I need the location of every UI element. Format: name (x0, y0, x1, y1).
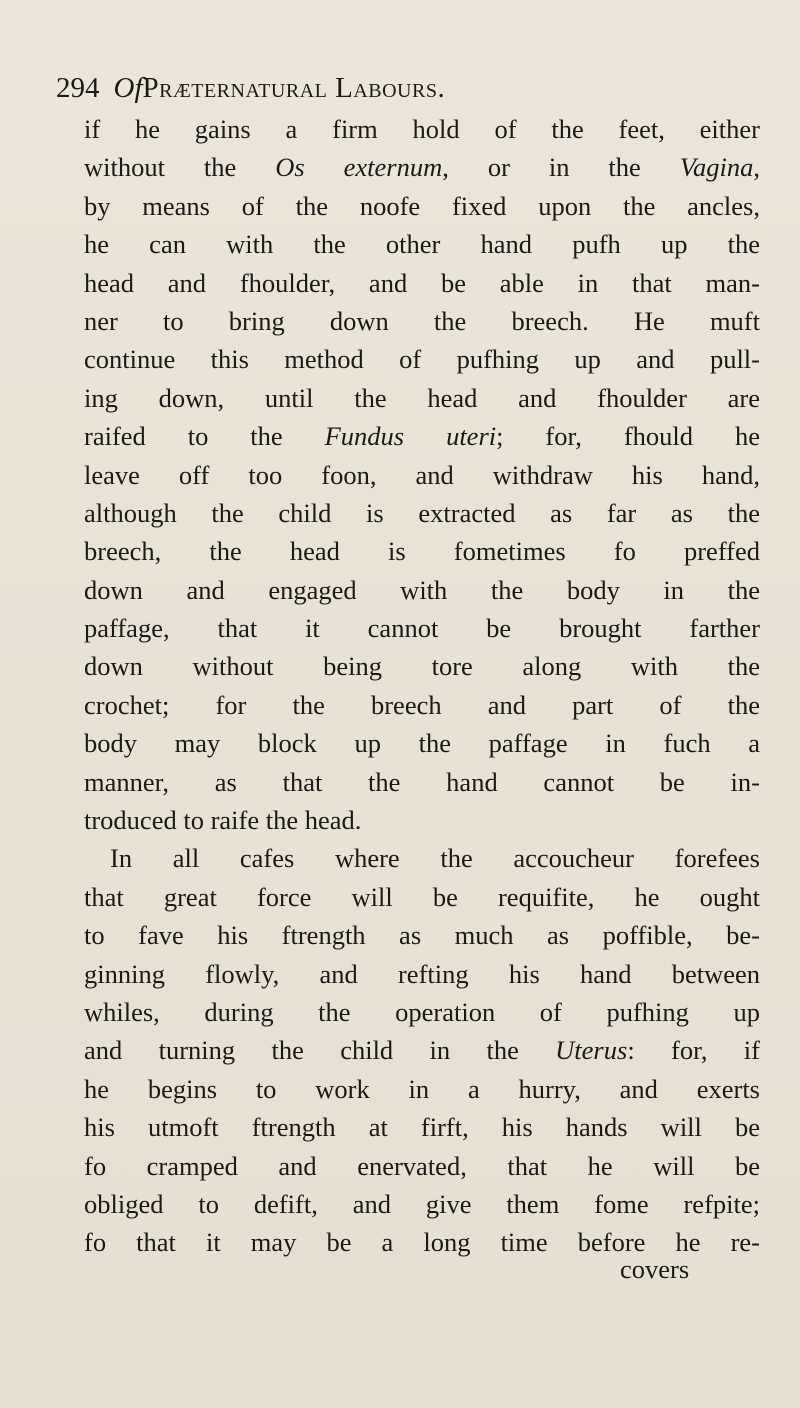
header-title: Præternatural Labours. (142, 72, 446, 104)
text-line: leave off too foon, and withdraw his hand, (84, 459, 760, 490)
text-line: body may block up the paffage in fuch a (84, 728, 760, 759)
text-line: down without being tore along with the (84, 651, 760, 682)
text-line: fo cramped and enervated, that he will be (84, 1150, 760, 1181)
text-line: troduced to raife the head. (84, 805, 362, 836)
running-header (56, 68, 746, 108)
text-line: his utmoft ftrength at firft, his hands will be (84, 1112, 760, 1143)
text-line: raifed to the Fundus uteri; for, fhould he (84, 421, 760, 452)
body-text (84, 110, 760, 1262)
text-line: to fave his ftrength as much as poffible, be- (84, 920, 760, 951)
text-line: crochet; for the breech and part of the (84, 689, 760, 720)
text-line: although the child is extracted as far as the (84, 497, 760, 528)
text-line: he begins to work in a hurry, and exerts (84, 1073, 760, 1104)
text-line: by means of the noofe fixed upon the ancles, (84, 190, 760, 221)
text-line: ginning flowly, and refting his hand between (84, 958, 760, 989)
header-of: Of (113, 72, 143, 104)
text-line: breech, the head is fometimes fo preffed (84, 536, 760, 567)
text-line: continue this method of pufhing up and pull- (84, 344, 760, 375)
text-line: head and fhoulder, and be able in that man- (84, 267, 760, 298)
text-line: that great force will be requifite, he ought (84, 881, 760, 912)
text-line: down and engaged with the body in the (84, 574, 760, 605)
text-line: he can with the other hand pufh up the (84, 229, 760, 260)
text-line: and turning the child in the Uterus: for, if (84, 1035, 760, 1066)
text-line: ner to bring down the breech. He muft (84, 305, 760, 336)
text-line: paffage, that it cannot be brought farther (84, 613, 760, 644)
text-line: fo that it may be a long time before he re- (84, 1227, 760, 1258)
text-line: without the Os externum, or in the Vagina, (84, 152, 760, 183)
text-line: whiles, during the operation of pufhing up (84, 996, 760, 1027)
catchword: covers (620, 1254, 690, 1284)
text-line: ing down, until the head and fhoulder are (84, 382, 760, 413)
text-line: if he gains a firm hold of the feet, either (84, 114, 760, 144)
text-line: manner, as that the hand cannot be in- (84, 766, 760, 797)
text-line: In all cafes where the accoucheur forefees (110, 843, 760, 874)
page-number: 294 (56, 72, 100, 104)
text-line: obliged to defift, and give them fome refpite; (84, 1188, 760, 1219)
